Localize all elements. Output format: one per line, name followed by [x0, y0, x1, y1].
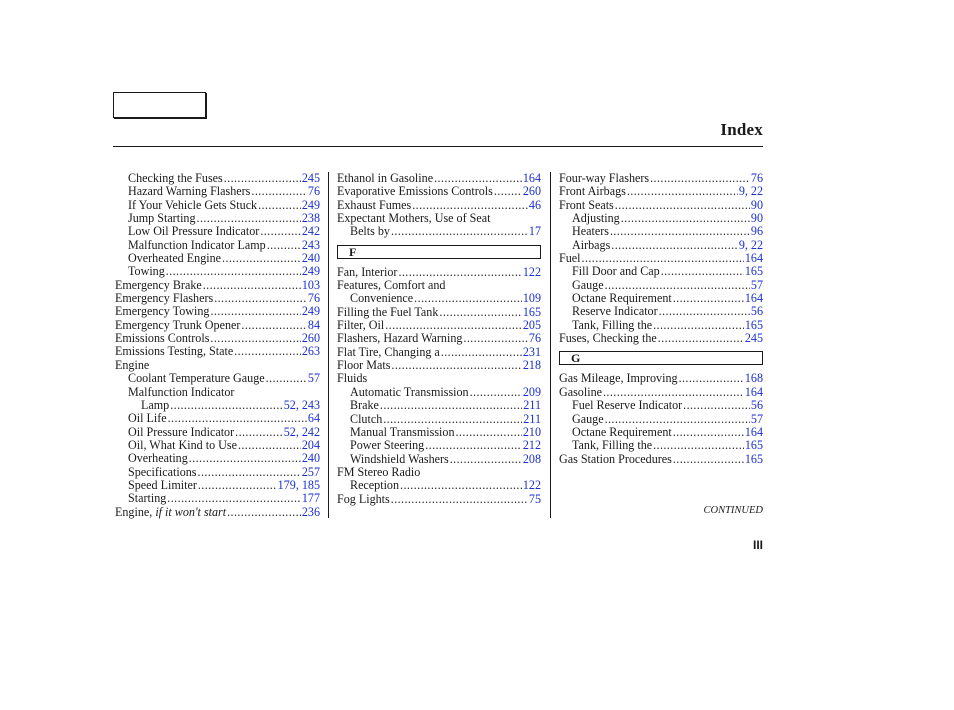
entry-term: Reserve Indicator	[572, 304, 658, 319]
entry-term: Emissions Controls	[115, 331, 210, 346]
page-reference-link[interactable]: 75	[528, 491, 541, 506]
index-entry	[115, 319, 320, 332]
dot-leader	[189, 452, 301, 465]
index-entry	[337, 479, 541, 492]
index-entry	[559, 212, 763, 225]
entry-term: Features, Comfort and	[337, 278, 446, 293]
dot-leader	[241, 319, 307, 332]
column-divider	[328, 172, 329, 518]
page-reference-link[interactable]: 210	[522, 424, 541, 439]
entry-term: Engine	[115, 357, 150, 372]
dot-leader	[258, 199, 301, 212]
index-entry	[337, 266, 541, 279]
page-reference-link[interactable]: 64	[307, 411, 320, 426]
page-reference-link[interactable]: 164	[744, 384, 763, 399]
page-reference-link[interactable]: 240	[301, 251, 320, 266]
page-reference-link[interactable]: 211	[523, 411, 541, 426]
dot-leader	[673, 453, 744, 466]
dot-leader	[198, 479, 277, 492]
dot-leader	[441, 346, 522, 359]
entry-term: Fuses, Checking the	[559, 331, 657, 346]
section-letter: F	[337, 245, 541, 259]
index-entry	[337, 225, 541, 238]
page-reference-link[interactable]: 165	[744, 317, 763, 332]
entry-term: Gas Mileage, Improving	[559, 371, 678, 386]
index-column-3	[559, 172, 763, 466]
page-reference-link[interactable]: 249	[301, 197, 320, 212]
page-reference-link[interactable]: 242	[301, 224, 320, 239]
index-entry	[115, 185, 320, 198]
page-reference-link[interactable]: 236	[301, 504, 320, 519]
entry-term: Coolant Temperature Gauge	[128, 371, 265, 386]
dot-leader	[621, 212, 750, 225]
dot-leader	[434, 172, 522, 185]
entry-term: Jump Starting	[128, 211, 196, 226]
dot-leader	[391, 359, 521, 372]
index-entry	[559, 439, 763, 452]
dot-leader	[494, 185, 522, 198]
dot-leader	[398, 266, 521, 279]
index-entry	[337, 185, 541, 198]
entry-term: Brake	[350, 398, 379, 413]
dot-leader	[456, 426, 522, 439]
page-reference-link[interactable]: 238	[301, 211, 320, 226]
section-letter: G	[559, 351, 763, 365]
page-reference-link[interactable]: 90	[750, 211, 763, 226]
dot-leader	[439, 306, 521, 319]
entry-term: Fluids	[337, 371, 368, 386]
page-reference-link[interactable]: 103	[301, 277, 320, 292]
entry-term: Towing	[128, 264, 165, 279]
entry-term: Hazard Warning Flashers	[128, 184, 251, 199]
dot-leader	[611, 239, 738, 252]
index-entry	[559, 305, 763, 318]
entry-term: Evaporative Emissions Controls	[337, 184, 493, 199]
entry-term: Windshield Washers	[350, 451, 449, 466]
index-entry	[115, 225, 320, 238]
entry-term-italic: if it won't start	[155, 504, 227, 519]
page-reference-link[interactable]: 257	[301, 464, 320, 479]
index-entry	[559, 399, 763, 412]
index-entry	[115, 212, 320, 225]
index-entry	[337, 172, 541, 185]
dot-leader	[198, 466, 301, 479]
page-reference-link[interactable]: 76	[307, 184, 320, 199]
dot-leader	[610, 225, 750, 238]
index-entry	[559, 332, 763, 345]
continued-label: CONTINUED	[703, 505, 763, 516]
index-entry	[337, 199, 541, 212]
page-reference-link[interactable]: 164	[522, 171, 541, 185]
index-entry	[559, 372, 763, 385]
index-entry	[337, 332, 541, 345]
index-entry	[115, 239, 320, 252]
entry-term: Oil Life	[128, 411, 167, 426]
dot-leader	[450, 453, 522, 466]
page-number: III	[752, 538, 763, 552]
index-entry	[559, 199, 763, 212]
entry-term: Overheating	[128, 451, 188, 466]
index-entry	[115, 359, 320, 372]
page-reference-link[interactable]: 9, 22	[738, 237, 763, 252]
index-entry	[559, 386, 763, 399]
dot-leader	[166, 265, 301, 278]
entry-term: Airbags	[572, 237, 611, 252]
index-entry	[337, 413, 541, 426]
index-entry	[115, 412, 320, 425]
page-reference-link[interactable]: 165	[744, 438, 763, 453]
index-entry	[115, 279, 320, 292]
entry-term: Oil Pressure Indicator	[128, 424, 235, 439]
page-reference-link[interactable]: 245	[301, 171, 320, 185]
page-reference-link[interactable]: 17	[528, 224, 541, 239]
page-reference-link[interactable]: 76	[750, 171, 763, 185]
entry-term: Tank, Filling the	[572, 317, 653, 332]
page-reference-link[interactable]: 57	[750, 277, 763, 292]
entry-term: Belts by	[350, 224, 390, 239]
entry-term: Low Oil Pressure Indicator	[128, 224, 260, 239]
entry-term: Overheated Engine	[128, 251, 222, 266]
index-entry	[559, 426, 763, 439]
dot-leader	[235, 426, 283, 439]
page-reference-link[interactable]: 57	[750, 411, 763, 426]
entry-term: Specifications	[128, 464, 197, 479]
page-reference-link[interactable]: 240	[301, 451, 320, 466]
index-entry	[115, 426, 320, 439]
dot-leader	[167, 492, 301, 505]
dot-leader	[661, 265, 744, 278]
dot-leader	[214, 292, 307, 305]
page-reference-link[interactable]: 205	[522, 318, 541, 333]
dot-leader	[385, 319, 522, 332]
entry-term: Lamp	[141, 397, 170, 412]
entry-term: Adjusting	[572, 211, 620, 226]
entry-term: Gasoline	[559, 384, 602, 399]
entry-term: Fuel	[559, 251, 581, 266]
index-entry	[115, 292, 320, 305]
entry-term: Expectant Mothers, Use of Seat	[337, 211, 491, 226]
index-entry	[337, 453, 541, 466]
index-entry	[337, 319, 541, 332]
entry-term: Emergency Flashers	[115, 291, 214, 306]
entry-term: Emergency Brake	[115, 277, 202, 292]
dot-leader	[653, 439, 744, 452]
index-entry	[115, 332, 320, 345]
page-reference-link[interactable]: 52, 243	[283, 397, 320, 412]
index-entry	[559, 265, 763, 278]
dot-leader	[267, 239, 301, 252]
entry-term: FM Stereo Radio	[337, 464, 421, 479]
entry-term: If Your Vehicle Gets Stuck	[128, 197, 258, 212]
entry-term: Octane Requirement	[572, 291, 672, 306]
index-entry	[337, 399, 541, 412]
index-entry	[115, 466, 320, 479]
dot-leader	[605, 279, 750, 292]
index-entry	[559, 225, 763, 238]
dot-leader	[197, 212, 301, 225]
index-entry	[115, 372, 320, 385]
index-entry	[115, 386, 320, 399]
page-reference-link[interactable]: 177	[301, 491, 320, 506]
dot-leader	[605, 413, 750, 426]
index-entry	[559, 453, 763, 466]
entry-term: Power Steering	[350, 438, 425, 453]
entry-term: Starting	[128, 491, 167, 506]
index-entry	[337, 346, 541, 359]
page-reference-link[interactable]: 208	[522, 451, 541, 466]
entry-term: Clutch	[350, 411, 383, 426]
entry-term: Heaters	[572, 224, 609, 239]
entry-term: Emergency Trunk Opener	[115, 317, 241, 332]
index-entry	[115, 345, 320, 358]
index-entry	[337, 386, 541, 399]
entry-term: Filling the Fuel Tank	[337, 304, 439, 319]
entry-term: Filter, Oil	[337, 318, 385, 333]
entry-term: Fuel Reserve Indicator	[572, 398, 683, 413]
entry-term: Gauge	[572, 277, 604, 292]
dot-leader	[627, 185, 738, 198]
dot-leader	[470, 386, 522, 399]
index-entry	[337, 372, 541, 385]
entry-term: Fog Lights	[337, 491, 390, 506]
entry-term: Ethanol in Gasoline	[337, 171, 434, 185]
index-entry	[559, 279, 763, 292]
index-entry	[115, 252, 320, 265]
page-reference-link[interactable]: 260	[301, 331, 320, 346]
page-reference-link[interactable]: 204	[301, 437, 320, 452]
page-reference-link[interactable]: 122	[522, 264, 541, 279]
dot-leader	[224, 172, 301, 185]
dot-leader	[658, 332, 744, 345]
index-entry	[115, 172, 320, 185]
page-title: Index	[720, 120, 763, 139]
page-reference-link[interactable]: 165	[744, 451, 763, 466]
page-reference-link[interactable]: 46	[528, 197, 541, 212]
page-reference-link[interactable]: 165	[744, 264, 763, 279]
header-rule	[113, 146, 763, 147]
index-column-1	[115, 172, 320, 519]
index-column-2	[337, 172, 541, 506]
page-reference-link[interactable]: 249	[301, 264, 320, 279]
index-entry	[559, 252, 763, 265]
index-entry	[337, 439, 541, 452]
dot-leader	[463, 332, 527, 345]
page-reference-link[interactable]: 179, 185	[277, 477, 320, 492]
page-reference-link[interactable]: 122	[522, 478, 541, 493]
dot-leader	[170, 399, 283, 412]
index-entry	[337, 292, 541, 305]
dot-leader	[400, 479, 522, 492]
index-entry	[337, 426, 541, 439]
page-reference-link[interactable]: 52, 242	[283, 424, 320, 439]
dot-leader	[683, 399, 750, 412]
index-entry	[115, 452, 320, 465]
entry-term: Speed Limiter	[128, 477, 197, 492]
entry-term: Front Airbags	[559, 184, 626, 199]
entry-term: Floor Mats	[337, 358, 391, 373]
entry-term: Oil, What Kind to Use	[128, 437, 237, 452]
entry-term: Exhaust Fumes	[337, 197, 412, 212]
page-reference-link[interactable]: 76	[528, 331, 541, 346]
entry-term: Checking the Fuses	[128, 171, 223, 185]
dot-leader	[251, 185, 307, 198]
page-reference-link[interactable]: 243	[301, 237, 320, 252]
page-reference-link[interactable]: 9, 22	[738, 184, 763, 199]
entry-term: Reception	[350, 478, 400, 493]
page-reference-link[interactable]: 249	[301, 304, 320, 319]
index-entry	[115, 399, 320, 412]
entry-term: Emissions Testing, State	[115, 344, 234, 359]
index-entry	[115, 305, 320, 318]
dot-leader	[168, 412, 307, 425]
entry-term: Emergency Towing	[115, 304, 210, 319]
page-reference-link[interactable]: 76	[307, 291, 320, 306]
page-reference-link[interactable]: 168	[744, 371, 763, 386]
dot-leader	[425, 439, 522, 452]
index-entry	[559, 185, 763, 198]
dot-leader	[222, 252, 301, 265]
page-reference-link[interactable]: 231	[522, 344, 541, 359]
dot-leader	[391, 493, 528, 506]
dot-leader	[673, 292, 744, 305]
dot-leader	[653, 319, 744, 332]
dot-leader	[238, 439, 301, 452]
page-reference-link[interactable]: 263	[301, 344, 320, 359]
dot-leader	[603, 386, 744, 399]
entry-term: Manual Transmission	[350, 424, 455, 439]
page-reference-link[interactable]: 164	[744, 424, 763, 439]
dot-leader	[615, 199, 750, 212]
dot-leader	[380, 399, 522, 412]
index-entry	[115, 265, 320, 278]
entry-term: Fan, Interior	[337, 264, 398, 279]
column-divider	[550, 172, 551, 518]
page-reference-link[interactable]: 245	[744, 331, 763, 346]
dot-leader	[673, 426, 744, 439]
dot-leader	[260, 225, 301, 238]
entry-term: Flashers, Hazard Warning	[337, 331, 463, 346]
page-reference-link[interactable]: 164	[744, 291, 763, 306]
index-entry	[337, 359, 541, 372]
entry-term: Gauge	[572, 411, 604, 426]
page-reference-link[interactable]: 96	[750, 224, 763, 239]
dot-leader	[227, 506, 301, 519]
index-entry	[115, 506, 320, 519]
page-reference-link[interactable]: 84	[307, 317, 320, 332]
page-reference-link[interactable]: 260	[522, 184, 541, 199]
entry-term: Malfunction Indicator Lamp	[128, 237, 266, 252]
index-entry	[115, 439, 320, 452]
dot-leader	[210, 305, 300, 318]
dot-leader	[234, 345, 301, 358]
page-reference-link[interactable]: 164	[744, 251, 763, 266]
index-entry	[115, 199, 320, 212]
page-reference-link[interactable]: 212	[522, 438, 541, 453]
page-reference-link[interactable]: 109	[522, 291, 541, 306]
index-entry	[559, 292, 763, 305]
dot-leader	[210, 332, 300, 345]
index-entry	[337, 279, 541, 292]
page-reference-link[interactable]: 211	[523, 398, 541, 413]
page-reference-link[interactable]: 165	[522, 304, 541, 319]
entry-term: Gas Station Procedures	[559, 451, 672, 466]
index-entry	[559, 239, 763, 252]
page-reference-link[interactable]: 56	[750, 304, 763, 319]
page-reference-link[interactable]: 218	[522, 358, 541, 373]
index-entry	[115, 492, 320, 505]
dot-leader	[266, 372, 307, 385]
page-reference-link[interactable]: 57	[307, 371, 320, 386]
entry-term: Octane Requirement	[572, 424, 672, 439]
dot-leader	[203, 279, 301, 292]
dot-leader	[659, 305, 750, 318]
entry-term: Convenience	[350, 291, 414, 306]
entry-term: Front Seats	[559, 197, 614, 212]
index-entry	[337, 306, 541, 319]
entry-term: Flat Tire, Changing a	[337, 344, 440, 359]
index-entry	[337, 493, 541, 506]
dot-leader	[412, 199, 528, 212]
index-entry	[115, 479, 320, 492]
entry-term: Four-way Flashers	[559, 171, 650, 185]
index-entry	[559, 172, 763, 185]
index-entry	[559, 319, 763, 332]
page-reference-link[interactable]: 90	[750, 197, 763, 212]
entry-term: Fill Door and Cap	[572, 264, 660, 279]
dot-leader	[391, 225, 528, 238]
entry-term: Automatic Transmission	[350, 384, 469, 399]
entry-term: Tank, Filling the	[572, 438, 653, 453]
dot-leader	[414, 292, 522, 305]
section-tab-box	[113, 92, 206, 118]
entry-term: Engine, if it won't start	[115, 504, 227, 519]
index-entry	[337, 466, 541, 479]
dot-leader	[383, 413, 522, 426]
dot-leader	[582, 252, 744, 265]
index-entry	[337, 212, 541, 225]
page-reference-link[interactable]: 56	[750, 398, 763, 413]
entry-term: Malfunction Indicator	[128, 384, 235, 399]
dot-leader	[679, 372, 744, 385]
dot-leader	[650, 172, 750, 185]
page-reference-link[interactable]: 209	[522, 384, 541, 399]
index-entry	[559, 413, 763, 426]
